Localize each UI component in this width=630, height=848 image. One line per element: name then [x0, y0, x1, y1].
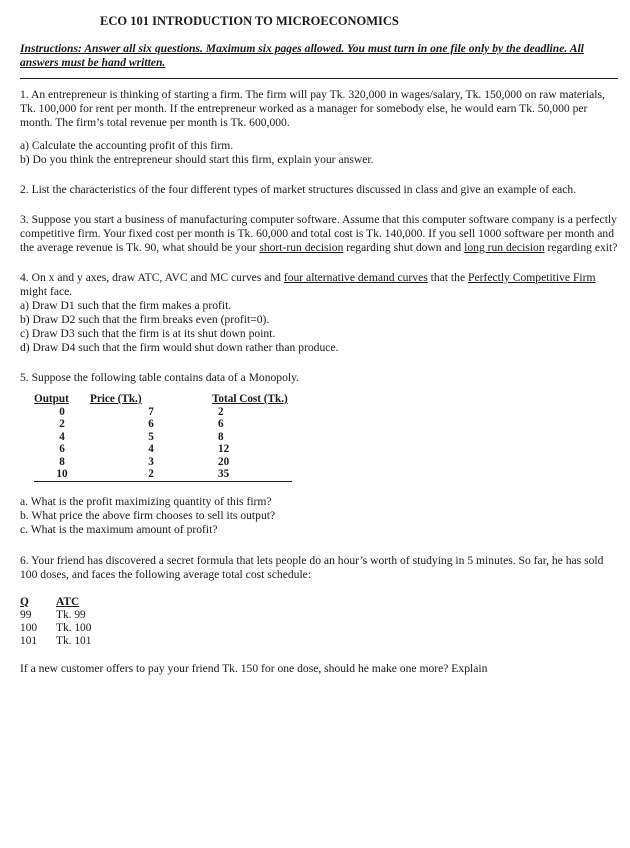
question-1-text: 1. An entrepreneur is thinking of starting a firm. The firm will pay Tk. 320,000 in wages/salary, Tk. 150,000 on raw materials, Tk. 100,000 for rent per month. If the entrepreneur worked as a manager for somebody else, he would earn Tk. 50,000 per month. The firm’s total revenue per month is Tk. 600,000. [20, 88, 605, 129]
monopoly-table [34, 393, 292, 482]
question-1-a: a) Calculate the accounting profit of this firm. [20, 139, 234, 152]
table-row [34, 431, 292, 444]
question-3-short-run: short-run decision [259, 241, 344, 254]
question-4-c: c) Draw D3 such that the firm is at its shut down point. [20, 327, 276, 340]
table-cell: 4 [59, 430, 65, 443]
table-cell: 99 [20, 608, 32, 621]
question-4-d: d) Draw D4 such that the firm would shut down rather than produce. [20, 341, 339, 354]
question-6-closing: If a new customer offers to pay your friend Tk. 150 for one dose, should he make one more? Explain [20, 661, 488, 675]
table-cell: Tk. 100 [56, 621, 92, 634]
table-header-output: Output [34, 393, 69, 405]
question-2 [20, 183, 618, 197]
table-cell: 8 [59, 455, 65, 468]
question-5-c: c. What is the maximum amount of profit? [20, 522, 218, 536]
table-cell: Tk. 101 [56, 634, 92, 647]
question-4-perfectly-competitive: Perfectly Competitive Firm [468, 271, 596, 284]
question-5-b: b. What price the above firm chooses to sell its output? [20, 508, 276, 522]
question-4-text-3: might face. [20, 285, 73, 298]
question-3-text-1: 3. Suppose you start a business of manufacturing computer software. Assume that this computer software company is a perfectly competitive firm. Your fixed cost per month is Tk. 60,000 and total cost is Tk. 140,000. If you sell 1000 software per month and the average revenue is Tk. 90, what should be your [20, 213, 617, 254]
table-row [34, 406, 292, 419]
table-cell: 3 [148, 455, 154, 468]
divider [20, 78, 618, 79]
question-3-text-3: regarding exit? [544, 241, 618, 254]
table-header-q: Q [20, 595, 29, 608]
table-cell: 2 [90, 468, 212, 481]
question-6-text: 6. Your friend has discovered a secret formula that lets people do an hour’s worth of studying in 5 minutes. So far, he has sold 100 doses, and faces the following average total cost schedule: [20, 553, 604, 581]
table-cell: 100 [20, 621, 38, 634]
table-cell: 5 [148, 430, 154, 443]
question-4 [20, 271, 618, 355]
table-cell: 6 [148, 418, 154, 430]
question-2-text: 2. List the characteristics of the four different types of market structures discussed in class and give an example of each. [20, 183, 577, 196]
table-cell: 0 [59, 405, 65, 418]
question-6 [20, 554, 618, 676]
page-title: ECO 101 INTRODUCTION TO MICROECONOMICS [100, 14, 399, 28]
table-row [20, 609, 91, 622]
table-header-atc: ATC [56, 595, 80, 608]
question-3-long-run: long run decision [464, 241, 545, 254]
table-row [34, 418, 292, 431]
question-1 [20, 88, 618, 167]
table-row [34, 468, 292, 481]
question-5 [20, 371, 618, 537]
table-cell: 2 [59, 418, 65, 430]
table-row [20, 622, 91, 635]
table-cell: 20 [218, 455, 230, 468]
table-header-price: Price (Tk.) [90, 393, 142, 405]
question-4-text-1: 4. On x and y axes, draw ATC, AVC and MC curves and [20, 271, 284, 284]
question-3-text-2: regarding shut down and [343, 241, 465, 254]
table-cell: 10 [34, 468, 90, 481]
question-4-b: b) Draw D2 such that the firm breaks even (profit=0). [20, 313, 270, 326]
table-row [34, 443, 292, 456]
question-5-text: 5. Suppose the following table contains data of a Monopoly. [20, 371, 300, 384]
table-cell: 6 [218, 418, 224, 430]
atc-table [20, 596, 91, 648]
question-1-b: b) Do you think the entrepreneur should start this firm, explain your answer. [20, 153, 374, 166]
table-cell: 2 [218, 405, 224, 418]
table-cell: 4 [148, 443, 154, 455]
table-cell: 8 [218, 430, 224, 443]
table-cell: 101 [20, 634, 38, 647]
table-cell: 7 [148, 405, 154, 418]
table-header-total-cost: Total Cost (Tk.) [212, 393, 288, 405]
question-4-demand-curves: four alternative demand curves [283, 271, 428, 284]
question-3 [20, 213, 618, 255]
table-row [34, 456, 292, 469]
table-cell: Tk. 99 [56, 608, 86, 621]
question-4-text-2: that the [427, 271, 468, 284]
question-4-a: a) Draw D1 such that the firm makes a profit. [20, 299, 232, 312]
instructions: Instructions: Answer all six questions. Maximum six pages allowed. You must turn in one file only by the deadline. All answers must be hand written. [20, 42, 584, 69]
table-cell: 6 [59, 443, 65, 455]
question-5-a: a. What is the profit maximizing quantity of this firm? [20, 494, 272, 508]
table-row [20, 635, 91, 648]
document-page [20, 14, 618, 676]
table-cell: 12 [218, 443, 230, 455]
table-cell: 35 [212, 468, 292, 481]
